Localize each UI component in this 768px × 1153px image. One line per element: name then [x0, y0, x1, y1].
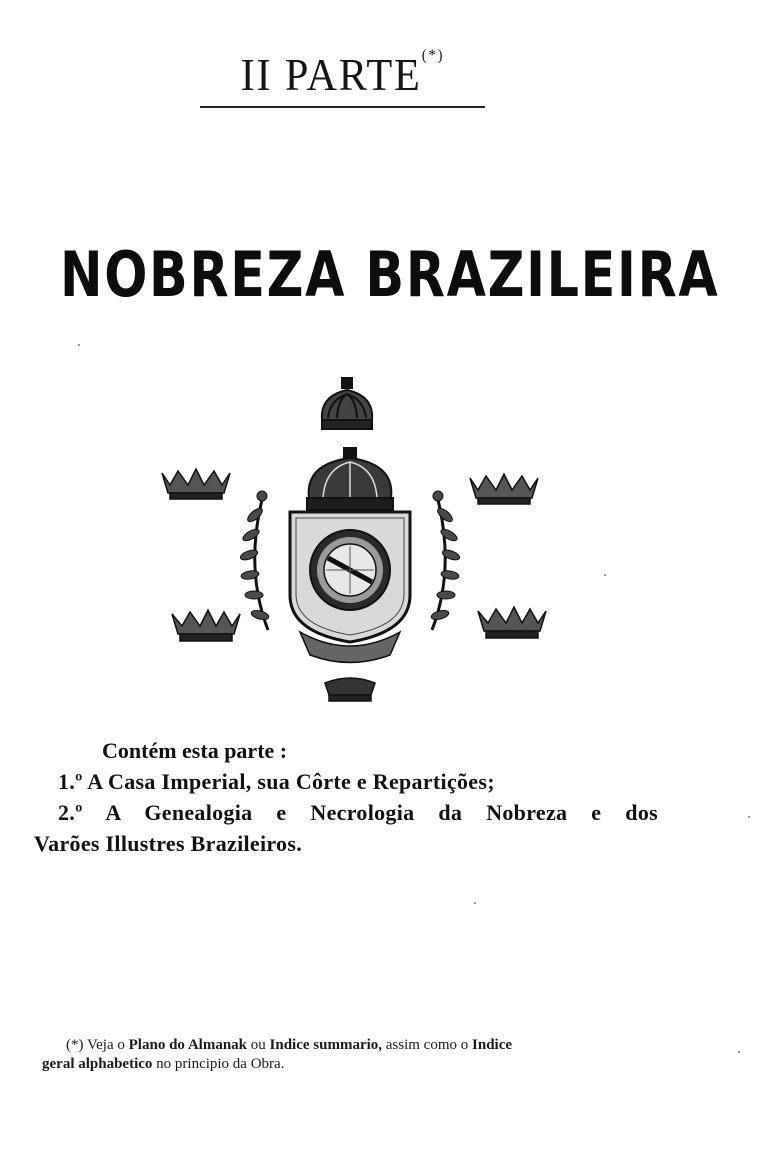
- footnote-text: no principio da Obra.: [156, 1056, 285, 1072]
- contents-list: [36, 736, 736, 859]
- crown-icon: [322, 378, 372, 429]
- footnote: [42, 1036, 672, 1074]
- footnote-text: Veja o: [86, 1037, 125, 1053]
- page-title: NOBREZA BRAZILEIRA: [60, 238, 720, 311]
- list-item-continuation: Varões Illustres Brazileiros.: [34, 831, 302, 856]
- footnote-reference: (*): [421, 46, 445, 64]
- footnote-ref-indice: Indice: [472, 1037, 513, 1053]
- paper-speck: [748, 816, 750, 818]
- list-item: 1.º A Casa Imperial, sua Côrte e Repartições;: [58, 769, 495, 794]
- crown-icon: [172, 610, 240, 641]
- crown-icon: [162, 469, 230, 499]
- imperial-coat-of-arms-icon: [150, 370, 550, 710]
- footnote-ref-indice-summario: Indice summario,: [269, 1037, 383, 1053]
- part-label: II PARTE: [240, 49, 422, 100]
- footnote-ref-alphabetico: geral alphabetico: [42, 1056, 153, 1072]
- paper-speck: [604, 574, 606, 576]
- contents-intro: Contém esta parte :: [102, 738, 288, 763]
- footnote-ref-plano: Plano do Almanak: [128, 1037, 248, 1053]
- paper-speck: [78, 344, 80, 346]
- footnote-text: ou: [250, 1037, 266, 1053]
- crown-icon: [325, 678, 375, 701]
- part-heading: [211, 48, 473, 101]
- footnote-mark: (*): [66, 1037, 84, 1053]
- paper-speck: [738, 1051, 740, 1053]
- list-item: 2.º A Genealogia e Necrologia da Nobreza e dos: [58, 800, 658, 825]
- crown-icon: [470, 474, 538, 504]
- footnote-text: assim como o: [385, 1037, 469, 1053]
- heading-underline: [200, 106, 485, 108]
- crown-icon: [478, 607, 546, 638]
- paper-speck: [474, 902, 476, 904]
